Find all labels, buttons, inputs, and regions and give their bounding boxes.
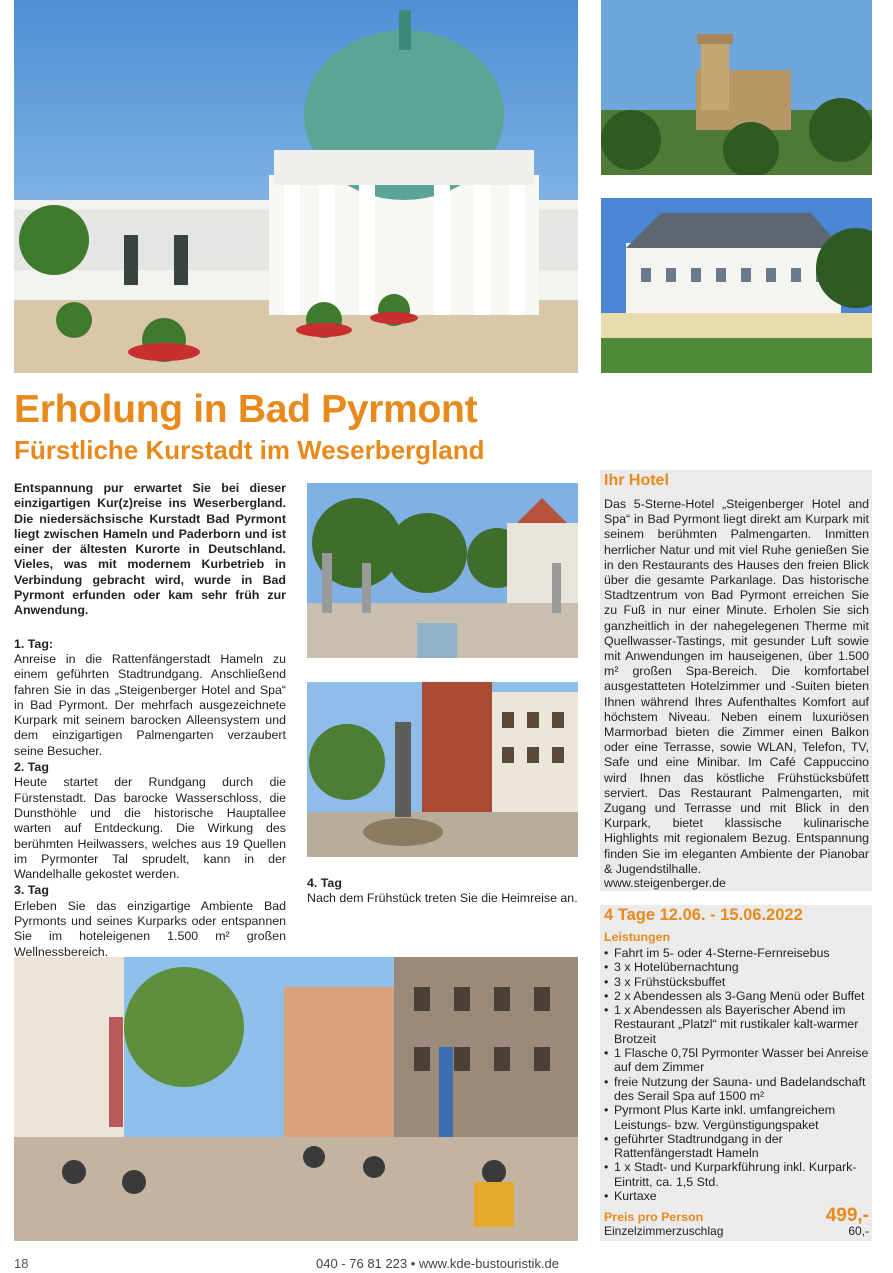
day-2-text: Heute startet der Rundgang durch die Fürstenstadt. Das barocke Wasserschloss, die Dunsthöhle und die historische Hauptallee warten auf Entdeckung. Die Wirkung des berühmten Heilwassers, welches aus 19 Quellen im Pyrmonter Tal sprudelt, kann in der Wandelhalle gekostet werden.	[14, 775, 286, 882]
photo-castle	[601, 0, 872, 175]
hotel-heading: Ihr Hotel	[604, 472, 669, 489]
services-heading: Leistungen	[604, 930, 671, 944]
photo-wandelhalle-pavilion	[14, 0, 578, 373]
services-list	[604, 946, 870, 1203]
single-room-value: 60,-	[848, 1224, 869, 1238]
list-item: • Fahrt im 5- oder 4-Sterne-Fernreisebus	[604, 946, 870, 960]
list-item: • freie Nutzung der Sauna- und Badelandschaft des Serail Spa auf 1500 m²	[604, 1075, 870, 1104]
hotel-description: Das 5-Sterne-Hotel „Steigenberger Hotel and Spa“ in Bad Pyrmont liegt direkt am Kurpark mit seinem berühmten Palmengarten. Inmitten herrlicher Natur und mit viel Ruhe genießen Sie in den Restaurants des Hauses den freien Blick über die gesamte Parkanlage. Das historische Stadtzentrum von Bad Pyrmont erreichen Sie zu Fuß in nur einer Minute. Erholen Sie sich ganzheitlich in der nahegelegenen Therme mit Quellwasser-Tastings, mit gesunder Luft sowie mit Anwendungen im hauseigenen, über 1.500 m² großen Spa-Bereich. Die komfortabel ausgestatteten Hotelzimmer und -Suiten bieten Ihnen während Ihres Aufenthaltes Komfort auf höchstem Niveau. Neben einem luxuriösen Marmorbad bieten die Zimmer einen Balkon oder eine Terrasse, sowie WLAN, Telefon, TV, Safe und eine Minibar. Im Café Cappuccino wird Ihnen das köstliche Frühstücksbüfett serviert. Das Restaurant Palmengarten, mit Zugang und Terrasse und mit Blick in den Kurpark, bietet klassische kulinarische Highlights mit regionalem Bezug. Entspannung finden Sie im eleganten Ambiente der Pianobar & Jugendstilhalle.	[604, 497, 869, 876]
list-item: • 1 x Stadt- und Kurparkführung inkl. Kurpark-Eintritt, ca. 1,5 Std.	[604, 1160, 870, 1189]
photo-fountain-sculptures	[307, 483, 578, 658]
day-3-text: Erleben Sie das einzigartige Ambiente Bad Pyrmonts und seines Kurparks oder entspannen Sie im hoteleigenen 1.500 m² großen Wellnessbereich.	[14, 898, 286, 959]
intro-paragraph: Entspannung pur erwartet Sie bei dieser einzigartigen Kur(z)reise ins Weserbergland. Die niedersächsische Kurstadt Bad Pyrmont liegt zwischen Hameln und Paderborn und ist einer der ältesten Kurorte in Deutschland. Vieles, was mit modernem Kurbetrieb in Verbindung gebracht wird, wurde in Bad Pyrmont erfunden oder kam sehr früh zur Anwendung.	[14, 481, 286, 618]
hotel-website-link[interactable]: www.steigenberger.de	[604, 876, 726, 890]
photo-steigenberger-hotel	[601, 198, 872, 373]
day-3-heading: 3. Tag	[14, 883, 49, 898]
list-item: • 2 x Abendessen als 3-Gang Menü oder Buffet	[604, 989, 870, 1003]
list-item: • 3 x Frühstücksbuffet	[604, 975, 870, 989]
day-1-heading: 1. Tag:	[14, 636, 54, 651]
price-label: Preis pro Person	[604, 1210, 704, 1224]
list-item: • 3 x Hotelübernachtung	[604, 960, 870, 974]
day-4-text: Nach dem Frühstück treten Sie die Heimreise an.	[307, 891, 578, 906]
footer-contact[interactable]: 040 - 76 81 223 • www.kde-bustouristik.de	[316, 1256, 560, 1271]
page-number: 18	[14, 1256, 29, 1271]
list-item: • Kurtaxe	[604, 1189, 870, 1203]
photo-pedestrian-street	[14, 957, 578, 1241]
list-item: • 1 Flasche 0,75l Pyrmonter Wasser bei Anreise auf dem Zimmer	[604, 1046, 870, 1075]
price-value: 499,-	[825, 1205, 869, 1226]
page-subtitle: Fürstliche Kurstadt im Weserbergland	[14, 435, 485, 465]
photo-ratcatcher-fountain	[307, 682, 578, 857]
list-item: • Pyrmont Plus Karte inkl. umfangreichem Leistungs- bzw. Vergünstigungspaket	[604, 1103, 870, 1132]
day-4-heading: 4. Tag	[307, 876, 342, 890]
page-title: Erholung in Bad Pyrmont	[14, 388, 478, 431]
day-2-heading: 2. Tag	[14, 760, 49, 775]
list-item: • geführter Stadtrundgang in der Rattenfängerstadt Hameln	[604, 1132, 870, 1161]
list-item: • 1 x Abendessen als Bayerischer Abend im Restaurant „Platzl“ mit rustikaler kalt-warmer Brotzeit	[604, 1003, 870, 1046]
itinerary-column	[14, 481, 286, 961]
trip-dates: 4 Tage 12.06. - 15.06.2022	[604, 906, 803, 924]
single-room-label: Einzelzimmerzuschlag	[604, 1224, 724, 1238]
day-1-text: Anreise in die Rattenfängerstadt Hameln zu einem geführten Stadtrundgang. Anschließend fahren Sie in das „Steigenberger Hotel and Spa“ in Bad Pyrmont. Der mehrfach ausgezeichnete Kurpark mit seinem barocken Alleensystem und dem einzigartigen Palmengarten verzaubert seine Besucher.	[14, 651, 286, 758]
day-4-block	[307, 876, 578, 908]
